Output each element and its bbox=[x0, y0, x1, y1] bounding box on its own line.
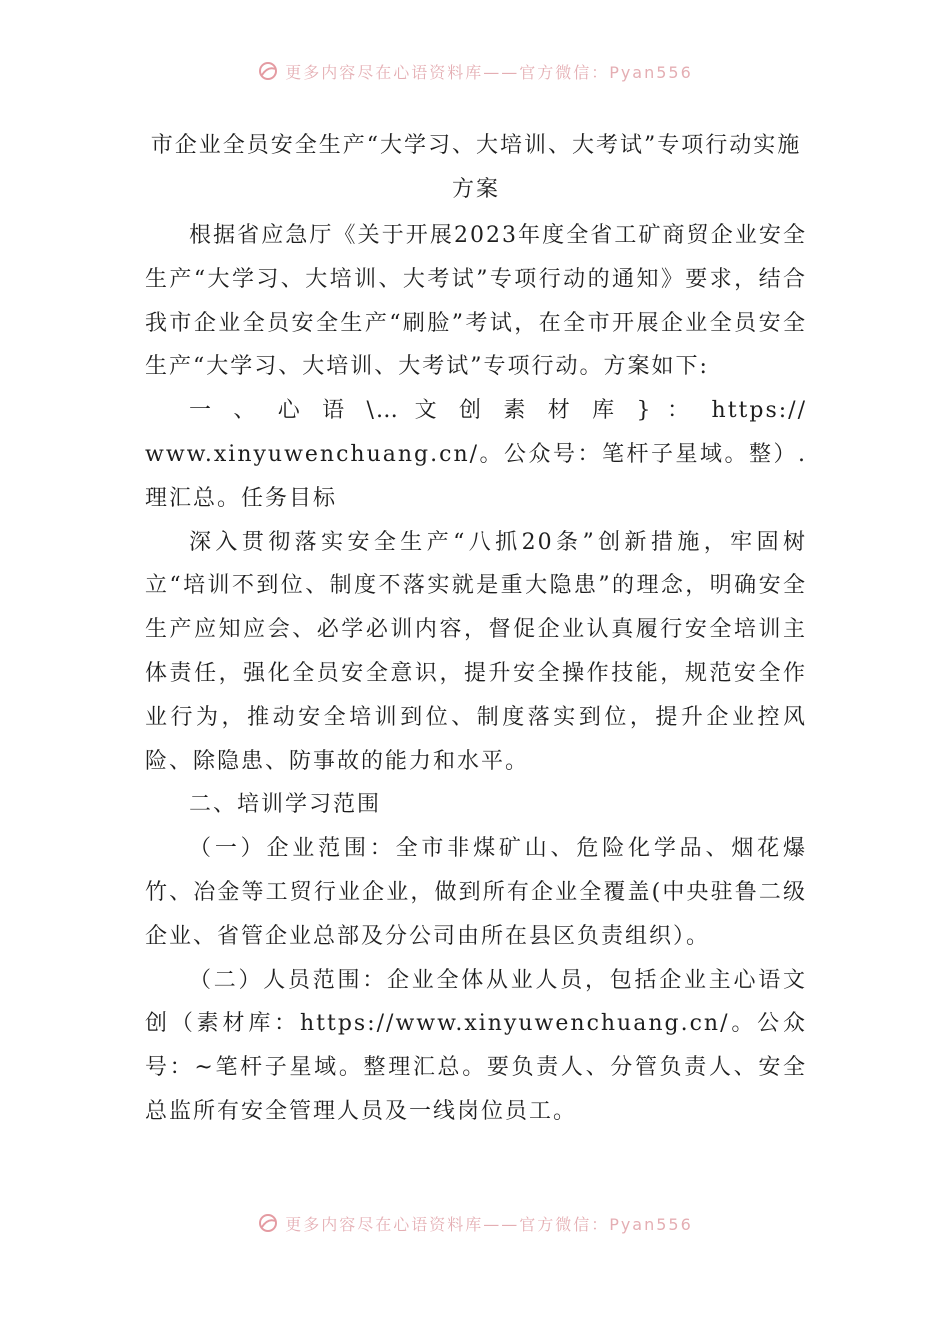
section1-heading-rest: www.xinyuwenchuang.cn/。公众号：笔杆子星域。整）.理汇总。任务目标 bbox=[145, 441, 807, 511]
section1-body: 深入贯彻落实安全生产“八抓20条”创新措施，牢固树立“培训不到位、制度不落实就是重大隐患”的理念，明确安全生产应知应会、必学必训内容，督促企业认真履行安全培训主体责任，强化全员安全意识，提升安全操作技能，规范安全作业行为，推动安全培训到位、制度落实到位，提升企业控风险、除隐患、防事故的能力和水平。 bbox=[145, 529, 807, 774]
intro-paragraph: 根据省应急厅《关于开展2023年度全省工矿商贸企业安全生产“大学习、大培训、大考试”专项行动的通知》要求，结合我市企业全员安全生产“刷脸”考试，在全市开展企业全员安全生产“大学习、大培训、大考试”专项行动。方案如下: bbox=[145, 223, 807, 380]
watermark-text: 更多内容尽在心语资料库——官方微信：Pyan556 bbox=[285, 1214, 693, 1234]
section2-item2: （二）人员范围：企业全体从业人员，包括企业主心语文创（素材库：https://www.xinyuwenchuang.cn/。公众号：~笔杆子星域。整理汇总。要负责人、分管负责人、安全总监所有安全管理人员及一线岗位员工。 bbox=[145, 967, 807, 1124]
footer-watermark bbox=[0, 1208, 950, 1238]
document-title: 市企业全员安全生产“大学习、大培训、大考试”专项行动实施方案 bbox=[150, 133, 802, 202]
header-watermark bbox=[0, 56, 950, 86]
watermark-logo-icon bbox=[257, 1212, 279, 1234]
watermark-logo-icon bbox=[257, 60, 279, 82]
section2-heading: 二、培训学习范围 bbox=[189, 792, 382, 818]
document-body bbox=[145, 124, 807, 1134]
section1-heading-line1: 一 、 心 语 \… 文 创 素 材 库 } ： https:// bbox=[189, 398, 807, 424]
section2-item1: （一）企业范围：全市非煤矿山、危险化学品、烟花爆竹、冶金等工贸行业企业，做到所有企业全覆盖(中央驻鲁二级企业、省管企业总部及分公司由所在县区负责组织）。 bbox=[145, 836, 807, 949]
watermark-text: 更多内容尽在心语资料库——官方微信：Pyan556 bbox=[285, 62, 693, 82]
